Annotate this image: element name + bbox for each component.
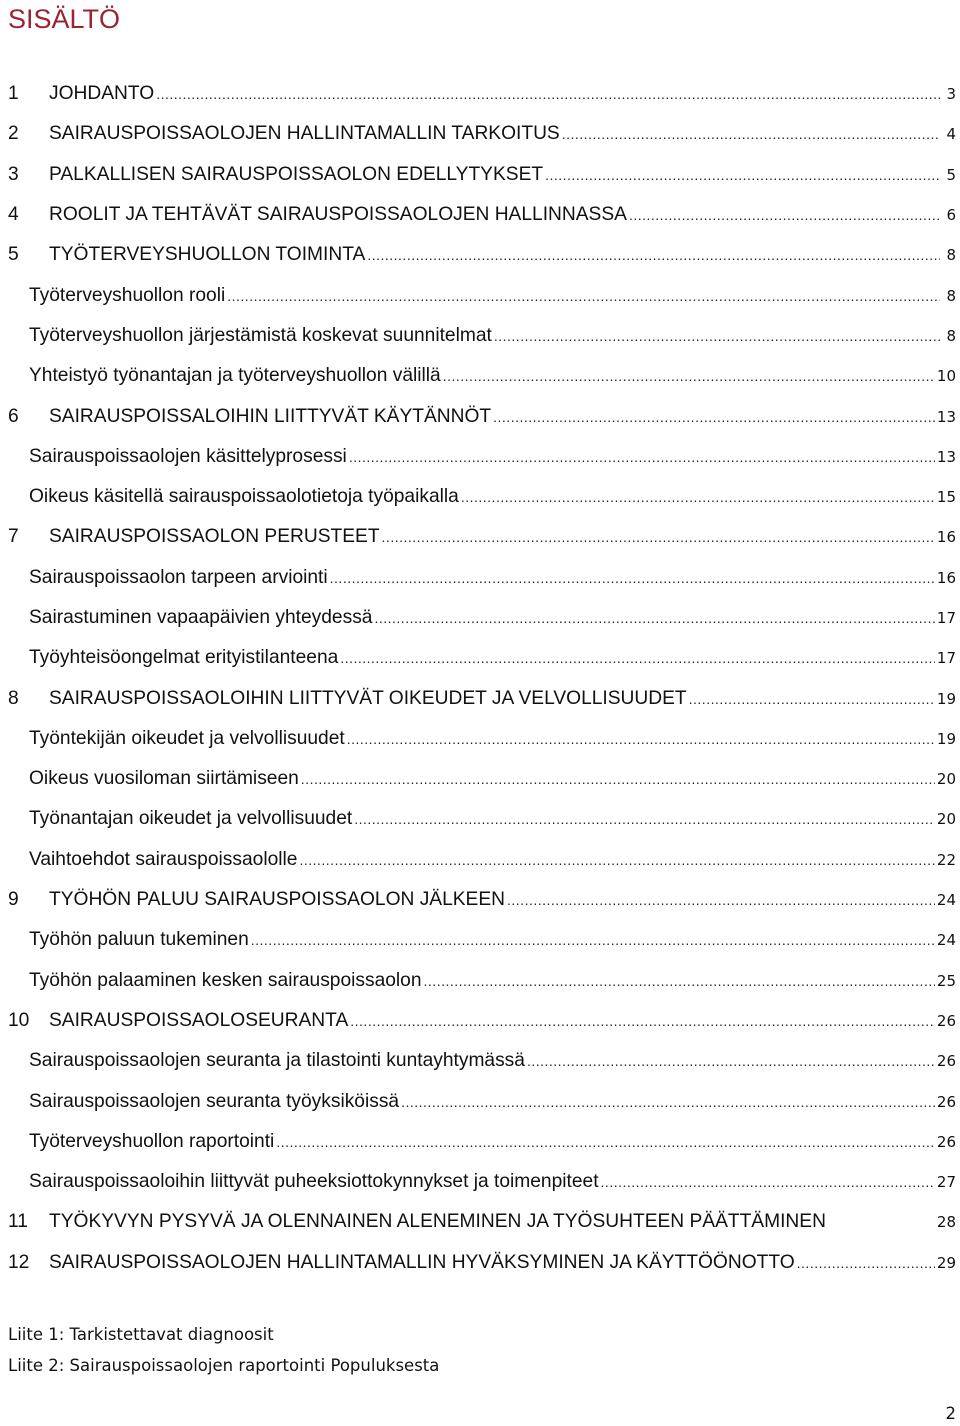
appendix-line: Liite 2: Sairauspoissaolojen raportointi Populuksesta: [8, 1356, 440, 1375]
toc-entry: [49, 526, 956, 548]
toc-dot-leader: [494, 328, 940, 344]
toc-dot-leader: [156, 86, 940, 102]
toc-page-number: 27: [936, 1173, 956, 1192]
toc-entry: [29, 728, 956, 750]
toc-chapter-number: 10: [8, 1009, 30, 1031]
toc-entry-title: Työntekijän oikeudet ja velvollisuudet: [29, 727, 345, 749]
toc-dot-leader: [330, 570, 935, 586]
toc-page-number: 19: [936, 689, 956, 708]
toc-chapter-row[interactable]: [0, 396, 960, 436]
toc-dot-leader: [797, 1255, 935, 1271]
appendix-line: Liite 1: Tarkistettavat diagnoosit: [8, 1325, 274, 1344]
toc-dot-leader: [629, 207, 940, 223]
toc-dot-leader: [251, 932, 935, 948]
toc-entry-title: SAIRAUSPOISSALOIHIN LIITTYVÄT KÄYTÄNNÖT: [49, 405, 492, 427]
toc-dot-leader: [301, 771, 935, 787]
toc-chapter-row[interactable]: [0, 1001, 960, 1041]
toc-dot-leader: [527, 1053, 935, 1069]
table-of-contents: [0, 74, 960, 1283]
toc-chapter-number: 7: [8, 526, 19, 548]
toc-page-number: 26: [936, 1052, 956, 1071]
toc-dot-leader: [382, 529, 935, 545]
toc-entry-title: Oikeus vuosiloman siirtämiseen: [29, 768, 299, 790]
toc-entry-title: Työterveyshuollon rooli: [29, 284, 226, 306]
toc-section-row[interactable]: [0, 1041, 960, 1081]
toc-chapter-number: 2: [8, 123, 19, 145]
toc-dot-leader: [443, 368, 935, 384]
toc-chapter-number: 6: [8, 405, 19, 427]
toc-chapter-row[interactable]: [0, 678, 960, 718]
toc-entry-title: Oikeus käsitellä sairauspoissaolotietoja työpaikalla: [29, 486, 459, 508]
toc-section-row[interactable]: [0, 558, 960, 598]
toc-dot-leader: [347, 731, 935, 747]
toc-entry: [29, 849, 956, 871]
toc-page-number: 26: [936, 1011, 956, 1030]
toc-entry-title: SAIRAUSPOISSAOLOJEN HALLINTAMALLIN HYVÄKSYMINEN JA KÄYTTÖÖNOTTO: [49, 1251, 795, 1273]
toc-page-number: 4: [946, 125, 956, 144]
toc-chapter-number: 3: [8, 163, 19, 185]
toc-section-row[interactable]: [0, 477, 960, 517]
toc-section-row[interactable]: [0, 1162, 960, 1202]
toc-page-number: 22: [936, 850, 956, 869]
toc-section-row[interactable]: [0, 719, 960, 759]
toc-entry-title: Vaihtoehdot sairauspoissaololle: [29, 848, 298, 870]
toc-chapter-number: 8: [8, 687, 19, 709]
toc-section-row[interactable]: [0, 1122, 960, 1162]
toc-entry: [49, 1211, 956, 1233]
toc-chapter-row[interactable]: [0, 195, 960, 235]
toc-page-number: 20: [936, 810, 956, 829]
toc-entry-title: Työnantajan oikeudet ja velvollisuudet: [29, 808, 353, 830]
toc-section-row[interactable]: [0, 799, 960, 839]
toc-dot-leader: [507, 892, 935, 908]
toc-entry-title: TYÖKYVYN PYSYVÄ JA OLENNAINEN ALENEMINEN JA TYÖSUHTEEN PÄÄTTÄMINEN: [49, 1211, 826, 1233]
toc-page-number: 19: [936, 729, 956, 748]
toc-chapter-row[interactable]: [0, 1243, 960, 1283]
toc-page-number: 8: [946, 286, 956, 305]
toc-entry-title: Työterveyshuollon järjestämistä koskevat suunnitelmat: [29, 324, 492, 346]
toc-dot-leader: [401, 1094, 935, 1110]
toc-entry-title: Yhteistyö työnantajan ja työterveyshuollon välillä: [29, 365, 441, 387]
toc-entry: [29, 1050, 956, 1072]
toc-entry-title: Työhön palaaminen kesken sairauspoissaolon: [29, 969, 422, 991]
toc-entry: [49, 1010, 956, 1032]
toc-section-row[interactable]: [0, 437, 960, 477]
toc-page-number: 5: [946, 165, 956, 184]
toc-entry-title: PALKALLISEN SAIRAUSPOISSAOLON EDELLYTYKSET: [49, 163, 544, 185]
toc-dot-leader: [461, 489, 935, 505]
toc-dot-leader: [374, 610, 934, 626]
toc-entry: [29, 808, 956, 830]
toc-entry-title: TYÖTERVEYSHUOLLON TOIMINTA: [49, 244, 366, 266]
toc-entry-title: SAIRAUSPOISSAOLON PERUSTEET: [49, 526, 380, 548]
toc-entry-title: Työterveyshuollon raportointi: [29, 1130, 275, 1152]
toc-entry-title: Työyhteisöongelmat erityistilanteena: [29, 647, 339, 669]
toc-entry: [29, 647, 956, 669]
toc-entry: [29, 567, 956, 589]
toc-dot-leader: [493, 409, 935, 425]
toc-section-row[interactable]: [0, 275, 960, 315]
toc-chapter-row[interactable]: [0, 74, 960, 114]
toc-dot-leader: [340, 650, 935, 666]
toc-entry-title: Sairastuminen vapaapäivien yhteydessä: [29, 607, 373, 628]
toc-dot-leader: [349, 449, 935, 465]
toc-page-number: 28: [936, 1213, 956, 1232]
toc-dot-leader: [354, 811, 935, 827]
toc-chapter-row[interactable]: [0, 1202, 960, 1242]
toc-dot-leader: [367, 247, 940, 263]
toc-chapter-number: 5: [8, 244, 19, 266]
toc-entry-title: SAIRAUSPOISSAOLOIHIN LIITTYVÄT OIKEUDET JA VELVOLLISUUDET: [49, 687, 687, 709]
toc-entry-title: TYÖHÖN PALUU SAIRAUSPOISSAOLON JÄLKEEN: [49, 889, 506, 911]
toc-entry: [49, 889, 956, 911]
toc-page-number: 17: [936, 609, 956, 627]
toc-entry-title: Sairauspoissaolojen seuranta työyksiköissä: [29, 1090, 400, 1112]
toc-dot-leader: [227, 288, 940, 304]
toc-entry-title: SAIRAUSPOISSAOLOJEN HALLINTAMALLIN TARKOITUS: [49, 123, 560, 145]
toc-page-number: 8: [946, 246, 956, 265]
toc-section-row[interactable]: [0, 356, 960, 396]
toc-entry-title: Työhön paluun tukeminen: [29, 929, 249, 951]
toc-entry: [29, 486, 956, 508]
toc-entry: [29, 1091, 956, 1113]
toc-dot-leader: [299, 852, 934, 868]
page-number: 2: [945, 1404, 956, 1423]
toc-entry-title: Sairauspoissaolojen seuranta ja tilastointi kuntayhtymässä: [29, 1050, 525, 1072]
toc-entry: [49, 244, 956, 266]
toc-entry: [49, 83, 956, 105]
toc-section-row[interactable]: [0, 840, 960, 880]
toc-page-number: 3: [946, 85, 956, 104]
toc-section-row[interactable]: [0, 598, 960, 638]
toc-page-number: 24: [936, 891, 956, 910]
toc-dot-leader: [424, 973, 935, 989]
toc-entry-title: ROOLIT JA TEHTÄVÄT SAIRAUSPOISSAOLOJEN HALLINNASSA: [49, 204, 627, 226]
toc-entry: [29, 1171, 956, 1193]
toc-chapter-number: 1: [8, 83, 19, 105]
toc-chapter-number: 11: [8, 1211, 28, 1233]
toc-entry-title: Sairauspoissaolojen käsittelyprosessi: [29, 445, 347, 467]
toc-entry: [29, 325, 956, 347]
toc-entry: [49, 406, 956, 428]
toc-entry-title: SAIRAUSPOISSAOLOSEURANTA: [49, 1009, 349, 1031]
toc-chapter-row[interactable]: [0, 114, 960, 154]
toc-section-row[interactable]: [0, 759, 960, 799]
toc-dot-leader: [545, 167, 940, 183]
toc-entry: [29, 285, 956, 307]
toc-dot-leader: [350, 1013, 935, 1029]
toc-entry-title: Sairauspoissaoloihin liittyvät puheeksiottokynnykset ja toimenpiteet: [29, 1171, 599, 1193]
toc-entry: [29, 607, 956, 629]
toc-chapter-row[interactable]: [0, 235, 960, 275]
toc-entry: [29, 365, 956, 387]
toc-entry-title: JOHDANTO: [49, 83, 155, 105]
toc-page-number: 17: [936, 649, 956, 668]
toc-section-row[interactable]: [0, 316, 960, 356]
toc-chapter-row[interactable]: [0, 155, 960, 195]
toc-entry: [29, 929, 956, 951]
toc-section-row[interactable]: [0, 638, 960, 678]
toc-entry: [49, 688, 956, 710]
toc-chapter-number: 12: [8, 1251, 30, 1273]
toc-entry: [49, 164, 956, 186]
toc-page-number: 16: [936, 528, 956, 547]
toc-page-number: 8: [946, 326, 956, 345]
toc-chapter-number: 4: [8, 204, 19, 226]
toc-page-number: 24: [936, 931, 956, 950]
toc-entry: [29, 970, 956, 992]
toc-entry: [29, 1131, 956, 1153]
toc-entry: [49, 1252, 956, 1274]
toc-section-row[interactable]: [0, 1081, 960, 1121]
toc-page-number: 10: [936, 367, 956, 386]
toc-page-number: 6: [946, 206, 956, 225]
toc-entry: [49, 123, 956, 145]
toc-page-number: 15: [936, 488, 956, 507]
toc-dot-leader: [562, 126, 940, 142]
toc-page-number: 20: [936, 770, 956, 789]
toc-entry: [29, 768, 956, 790]
toc-page-number: 13: [936, 447, 956, 466]
toc-entry-title: Sairauspoissaolon tarpeen arviointi: [29, 566, 328, 588]
toc-page-number: 16: [936, 568, 956, 587]
toc-chapter-row[interactable]: [0, 517, 960, 557]
toc-chapter-row[interactable]: [0, 880, 960, 920]
toc-dot-leader: [276, 1134, 935, 1150]
toc-dot-leader: [601, 1174, 935, 1190]
toc-section-row[interactable]: [0, 920, 960, 960]
toc-page-number: 29: [936, 1253, 956, 1272]
toc-chapter-number: 9: [8, 889, 19, 911]
toc-page-number: 25: [936, 971, 956, 990]
toc-dot-leader: [689, 691, 935, 707]
toc-section-row[interactable]: [0, 961, 960, 1001]
toc-entry: [29, 446, 956, 468]
toc-entry: [49, 204, 956, 226]
toc-page-number: 26: [936, 1132, 956, 1151]
toc-page-number: 13: [936, 407, 956, 426]
page-title: SISÄLTÖ: [8, 4, 121, 34]
toc-page-number: 26: [936, 1092, 956, 1111]
